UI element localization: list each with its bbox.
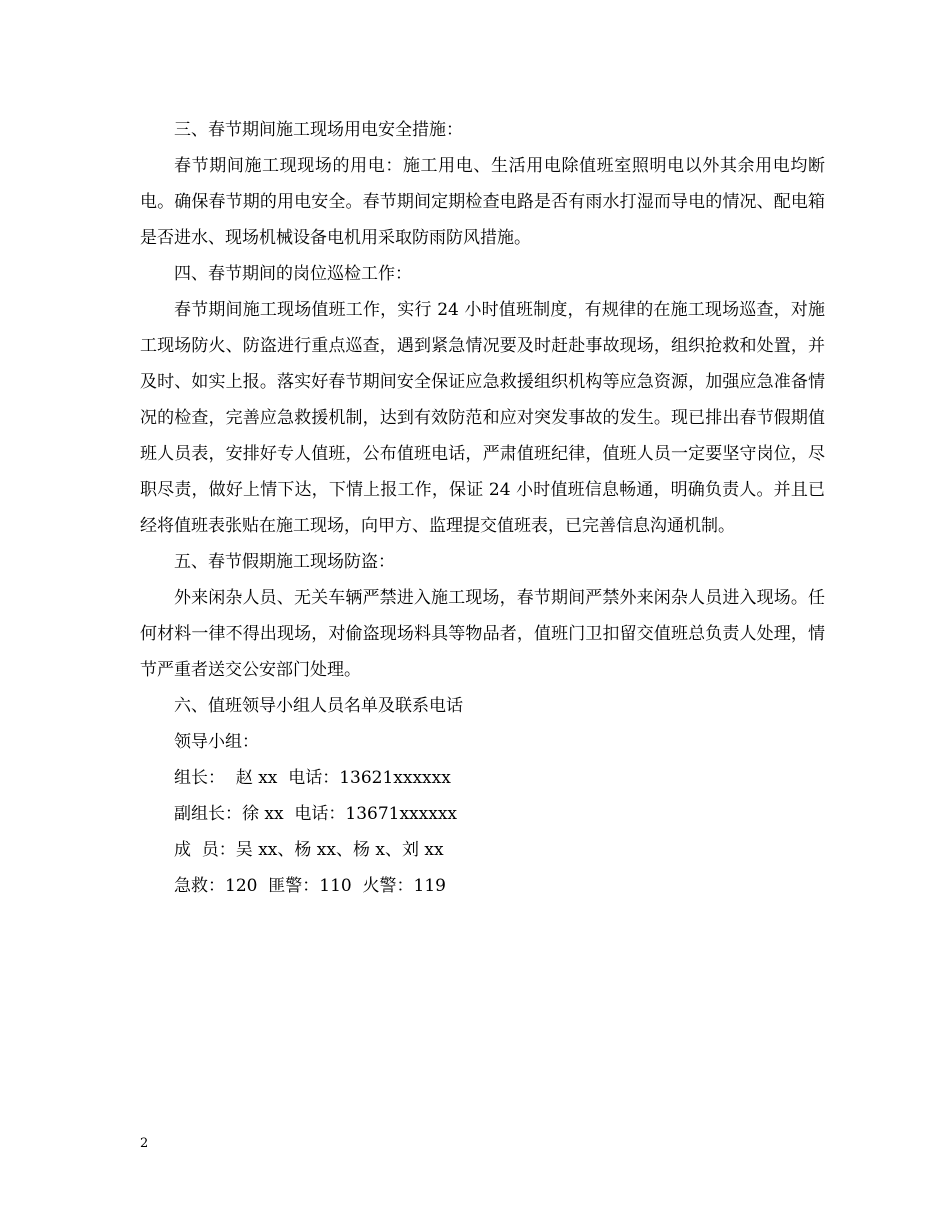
leader-line: 组长： 赵 xx 电话：13621xxxxxx (174, 768, 451, 788)
paragraph-patrol: 春节期间施工现场值班工作，实行 24 小时值班制度，有规律的在施工现场巡查，对施工现场防火、防盗进行重点巡查，遇到紧急情况要及时赶赴事故现场，组织抢救和处置，并及时、如实上报。落实好春节期间安全保证应急救援组织机构等应急资源，加强应急准备情况的检查，完善应急救援机制，达到有效防范和应对突发事故的发生。现已排出春节假期值班人员表，安排好专人值班，公布值班电话，严肃值班纪律，值班人员一定要坚守岗位，尽职尽责，做好上情下达，下情上报工作，保证 24 小时值班信息畅通，明确负责人。并且已经将值班表张贴在施工现场，向甲方、监理提交值班表，已完善信息沟通机制。 (140, 300, 825, 536)
document-body (140, 112, 825, 904)
paragraph-electricity: 春节期间施工现现场的用电：施工用电、生活用电除值班室照明电以外其余用电均断电。确保春节期的用电安全。春节期间定期检查电路是否有雨水打湿而导电的情况、配电箱是否进水、现场机械设备电机用采取防雨防风措施。 (140, 156, 825, 248)
section-heading-patrol: 四、春节期间的岗位巡检工作： (174, 264, 412, 284)
members-line: 成 员：吴 xx、杨 xx、杨 x、刘 xx (174, 840, 444, 860)
section-heading-electricity: 三、春节期间施工现场用电安全措施： (174, 120, 463, 140)
deputy-leader-line: 副组长：徐 xx 电话：13671xxxxxx (174, 804, 457, 824)
emergency-numbers-line: 急救：120 匪警：110 火警：119 (174, 876, 446, 896)
section-heading-theft-prevention: 五、春节假期施工现场防盗： (174, 552, 395, 572)
leadership-group-label: 领导小组： (174, 732, 259, 752)
paragraph-theft-prevention: 外来闲杂人员、无关车辆严禁进入施工现场，春节期间严禁外来闲杂人员进入现场。任何材料一律不得出现场，对偷盗现场料具等物品者，值班门卫扣留交值班总负责人处理，情节严重者送交公安部门处理。 (140, 588, 825, 680)
section-heading-leadership: 六、值班领导小组人员名单及联系电话 (174, 696, 463, 716)
page-number: 2 (140, 1136, 149, 1151)
